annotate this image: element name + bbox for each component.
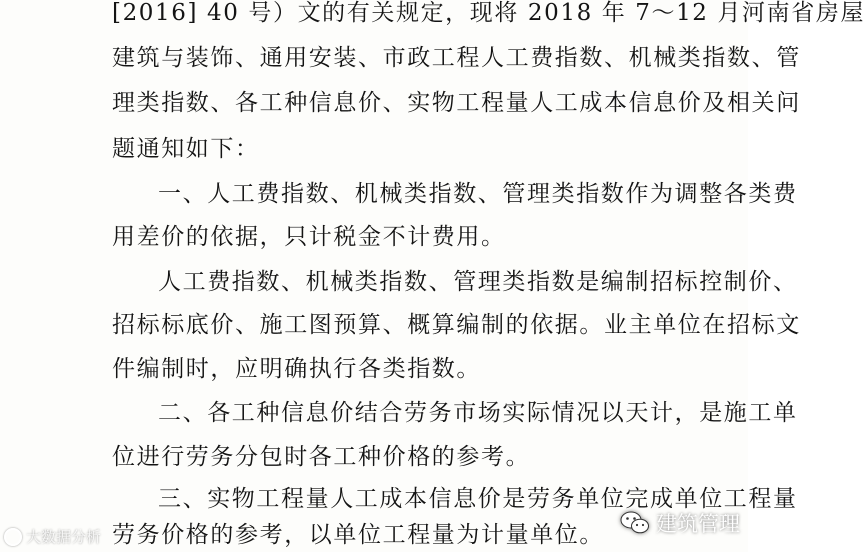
paragraph-4-line-1: 三、实物工程量人工成本信息价是劳务单位完成单位工程量: [158, 486, 798, 512]
paragraph-2-line-3: 件编制时，应明确执行各类指数。: [112, 356, 481, 382]
text-line-3: 理类指数、各工种信息价、实物工程量人工成本信息价及相关问: [112, 90, 801, 116]
watermark-left: [4, 526, 101, 547]
paragraph-1-line-2: 用差价的依据，只计税金不计费用。: [112, 224, 506, 250]
paragraph-3-line-1: 二、各工种信息价结合劳务市场实际情况以天计，是施工单: [158, 400, 798, 426]
paragraph-3-line-2: 位进行劳务分包时各工种价格的参考。: [112, 444, 531, 470]
text-line-2: 建筑与装饰、通用安装、市政工程人工费指数、机械类指数、管: [112, 45, 801, 71]
watermark-right-text: 建筑管理: [656, 512, 740, 536]
paragraph-2-line-2: 招标标底价、施工图预算、概算编制的依据。业主单位在招标文: [112, 312, 801, 338]
wechat-icon: [620, 510, 650, 536]
watermark-left-text: 大数据分析: [26, 528, 102, 546]
text-line-4: 题通知如下：: [112, 136, 260, 162]
paragraph-1-line-1: 一、人工费指数、机械类指数、管理类指数作为调整各类费: [158, 181, 798, 207]
paragraph-4-line-2: 劳务价格的参考，以单位工程量为计量单位。: [112, 522, 604, 548]
watermark-right: [620, 508, 740, 538]
watermark-logo-icon: [4, 528, 22, 546]
paragraph-2-line-1: 人工费指数、机械类指数、管理类指数是编制招标控制价、: [158, 269, 798, 295]
text-line-1: [2016] 40 号）文的有关规定，现将 2018 年 7～12 月河南省房屋: [112, 0, 865, 26]
